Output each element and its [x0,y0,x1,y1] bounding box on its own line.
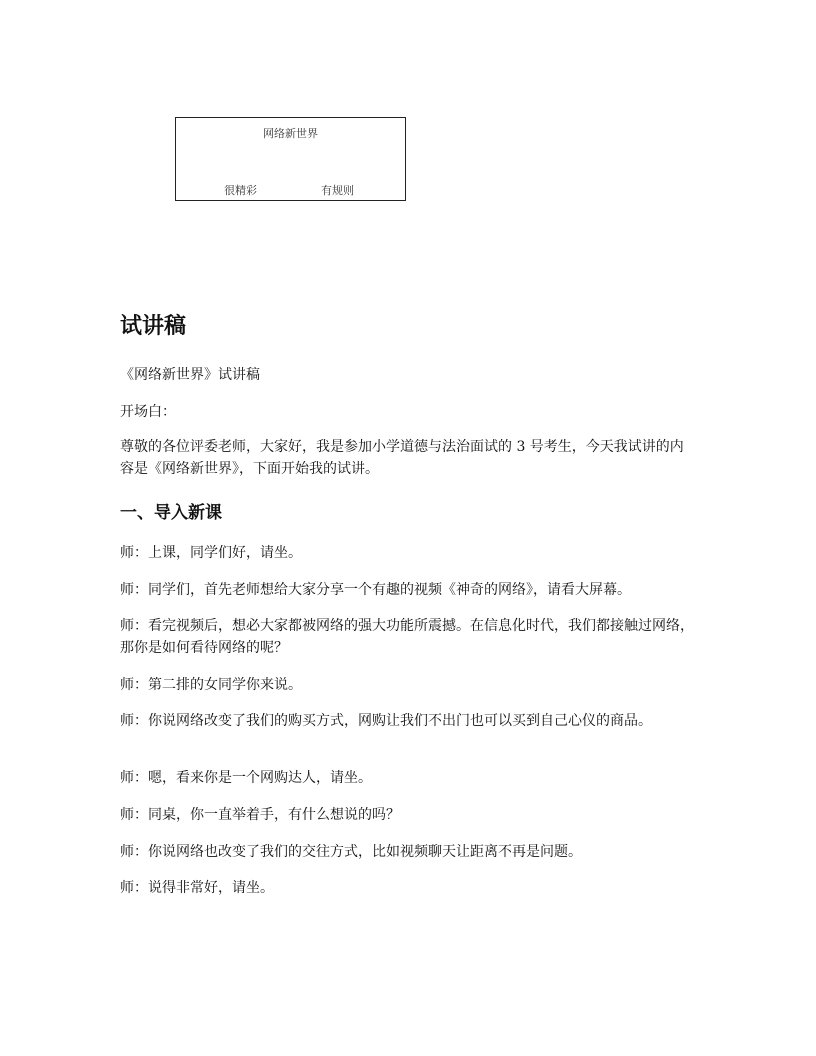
dialogue-line: 师：同桌，你一直举着手，有什么想说的吗？ [120,807,400,823]
opening-label: 开场白： [120,404,176,420]
blackboard-design [175,117,406,201]
dialogue-line: 师：说得非常好，请坐。 [120,880,274,896]
dialogue-line: 师：上课，同学们好，请坐。 [120,545,302,561]
dialogue-line: 师：同学们，首先老师想给大家分享一个有趣的视频《神奇的网络》，请看大屏幕。 [120,582,631,598]
section-heading-intro: 一、导入新课 [120,503,222,523]
dialogue-line: 师：嗯，看来你是一个网购达人，请坐。 [120,770,372,786]
board-title: 网络新世界 [263,127,318,140]
dialogue-line: 师：你说网络改变了我们的购买方式，网购让我们不出门也可以买到自己心仪的商品。 [120,713,652,729]
document-subtitle: 《网络新世界》试讲稿 [120,367,260,383]
dialogue-line: 师：第二排的女同学你来说。 [120,677,302,693]
dialogue-line: 师：你说网络也改变了我们的交往方式，比如视频聊天让距离不再是问题。 [120,844,582,860]
opening-paragraph: 尊敬的各位评委老师，大家好，我是参加小学道德与法治面试的 3 号考生，今天我试讲的内容是《网络新世界》，下面开始我的试讲。 [120,439,684,477]
board-left-note: 很精彩 [224,184,257,197]
dialogue-line: 师：看完视频后，想必大家都被网络的强大功能所震撼。在信息化时代，我们都接触过网络，那你是如何看待网络的呢？ [120,618,694,656]
board-right-note: 有规则 [321,184,354,197]
document-title: 试讲稿 [120,314,187,339]
